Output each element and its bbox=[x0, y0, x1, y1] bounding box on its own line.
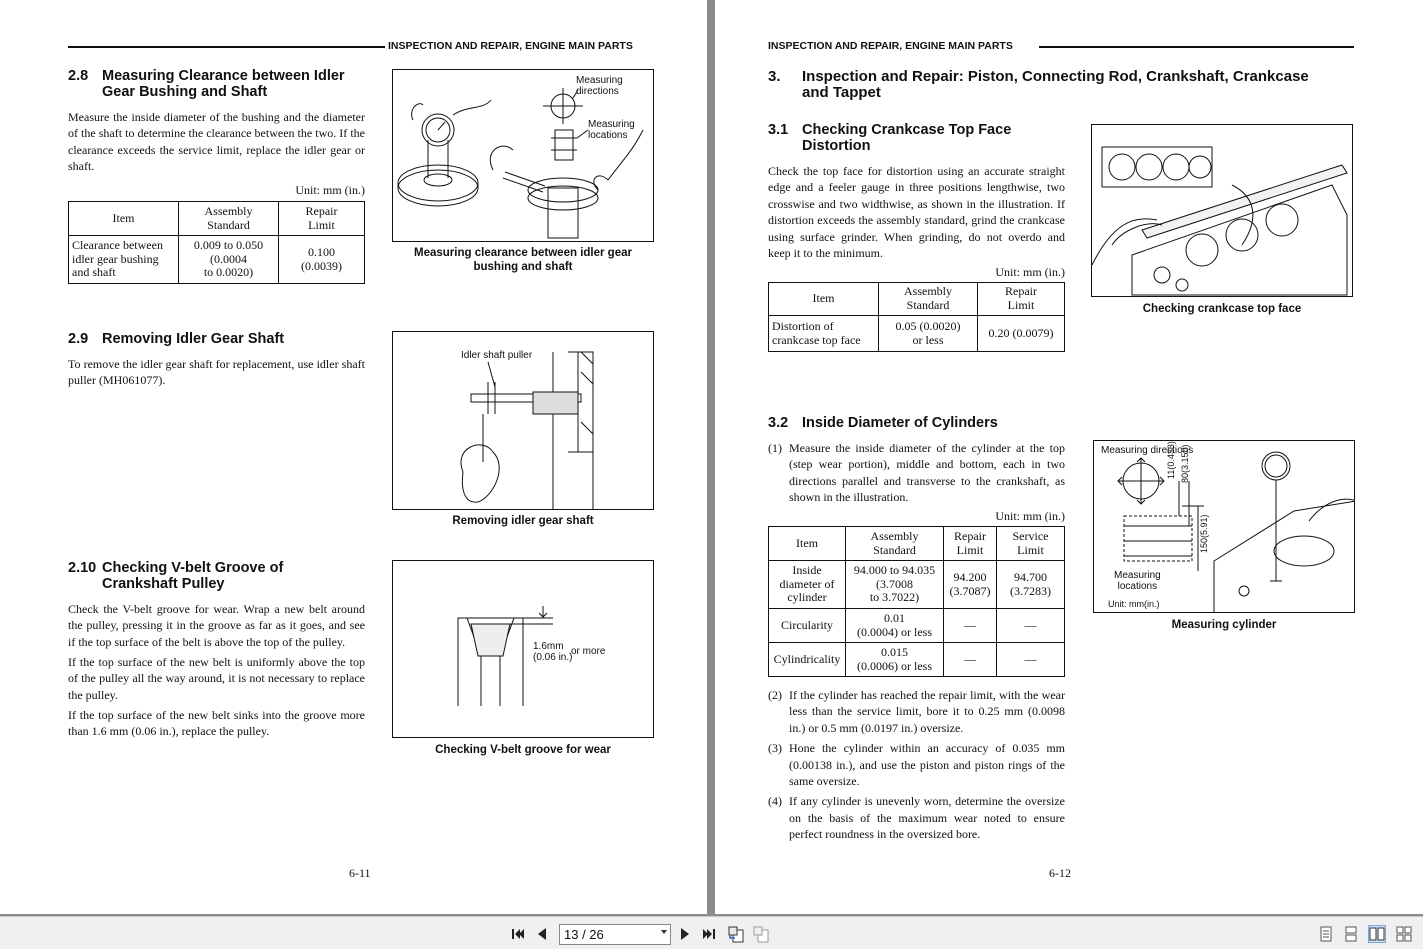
groove-depth-label: 1.6mm (0.06 in.) bbox=[533, 641, 573, 663]
header-repair-limit: Repair Limit bbox=[978, 283, 1065, 316]
header-assembly-standard: Assembly Standard bbox=[846, 527, 944, 561]
page-6-11 bbox=[0, 0, 707, 914]
header-repair-limit: Repair Limit bbox=[944, 527, 997, 561]
cell-service: — bbox=[997, 643, 1065, 677]
header-repair-limit: Repair Limit bbox=[279, 202, 365, 236]
cell-service: 94.700 (3.7283) bbox=[997, 561, 1065, 609]
section-3-1-paragraph: Check the top face for distortion using an accurate straight edge and a feeler gauge in three positions lengthwise, two crosswise and two widthwise, as shown in the illustration. If distortion exceeds the assembly standard, grind the crankcase using surface grinder. When grinding, do not overdo and keep it to the minimum. bbox=[768, 164, 1065, 261]
clearance-table bbox=[68, 201, 365, 284]
unit-label: Unit: mm (in.) bbox=[995, 509, 1065, 523]
measuring-locations-label: Measuring locations bbox=[588, 119, 635, 141]
caption-crankcase: Checking crankcase top face bbox=[1142, 303, 1302, 315]
section-2-10-paragraph-3: If the top surface of the new belt sinks into the groove more than 1.6 mm (0.06 in.), replace the pulley. bbox=[68, 708, 365, 739]
dimension-label: 80(3.150) bbox=[1180, 444, 1190, 483]
header-item: Item bbox=[769, 527, 846, 561]
cell-item: Cylindricality bbox=[769, 643, 846, 677]
section-2-10-title: 2.10 Checking V-belt Groove of Crankshaft Pulley bbox=[68, 560, 284, 592]
cell-repair: 94.200 (3.7087) bbox=[944, 561, 997, 609]
continuous-page-icon bbox=[1344, 926, 1358, 942]
single-page-view-button[interactable] bbox=[1317, 925, 1335, 943]
section-3-2-item-1: (1) Measure the inside diameter of the cylinder at the top (step wear portion), middle and bottom, each in two directions parallel and transverse to the crankshaft, as shown in the illustration. bbox=[768, 441, 1065, 505]
cell-standard: 0.01 (0.0004) or less bbox=[846, 609, 944, 643]
facing-view-button[interactable] bbox=[1368, 925, 1386, 943]
chevron-down-icon[interactable] bbox=[661, 930, 667, 934]
vbelt-groove-illustration bbox=[393, 561, 654, 738]
crankcase-illustration bbox=[1092, 125, 1353, 297]
unit-label: Unit: mm (in.) bbox=[995, 265, 1065, 279]
cell-item: Clearance between idler gear bushing and shaft bbox=[69, 236, 179, 284]
caption-vbelt: Checking V-belt groove for wear bbox=[435, 744, 611, 756]
viewer-toolbar bbox=[0, 916, 1423, 949]
list-item: (2) If the cylinder has reached the repair limit, with the wear less than the service limit, bore it to 0.25 mm (0.0098 in.) or 0.5 mm (0.0197 in.) oversize. bbox=[768, 688, 1065, 735]
list-item: (4) If any cylinder is unevenly worn, determine the oversize on the basis of the maximum wear noted to ensure perfect roundness in the oversized bore. bbox=[768, 794, 1065, 842]
cell-standard: 94.000 to 94.035 (3.7008 to 3.7022) bbox=[846, 561, 944, 609]
header-item: Item bbox=[769, 283, 879, 316]
previous-page-icon bbox=[535, 927, 549, 941]
cylinder-table bbox=[768, 526, 1065, 677]
unit-label: Unit: mm (in.) bbox=[295, 183, 365, 197]
chapter-3-title: 3. Inspection and Repair: Piston, Connecting Rod, Crankshaft, Crankcase and Tappet bbox=[768, 68, 1309, 101]
figure-crankcase-top-face bbox=[1091, 124, 1353, 297]
next-page-button[interactable] bbox=[676, 925, 694, 943]
last-page-button[interactable] bbox=[700, 925, 718, 943]
section-3-1-title: 3.1 Checking Crankcase Top Face Distortion bbox=[768, 122, 1012, 154]
figure-idler-gear-measure bbox=[392, 69, 654, 242]
page-rotate-icon bbox=[727, 925, 745, 943]
fit-page-button[interactable] bbox=[752, 925, 770, 943]
last-page-icon bbox=[702, 927, 716, 941]
cell-limit: 0.100 (0.0039) bbox=[279, 236, 365, 284]
continuous-facing-icon bbox=[1396, 926, 1412, 942]
cell-item: Circularity bbox=[769, 609, 846, 643]
cell-item: Distortion of crankcase top face bbox=[769, 316, 879, 352]
cell-limit: 0.20 (0.0079) bbox=[978, 316, 1065, 352]
continuous-facing-view-button[interactable] bbox=[1395, 925, 1413, 943]
caption-idler-gear: Measuring clearance between idler gear bushing and shaft bbox=[414, 247, 632, 273]
section-2-10-paragraph-1: Check the V-belt groove for wear. Wrap a new belt around the pulley, pressing it in the groove as far as it goes, and see if the top surface of the belt is above the top of the pulley. bbox=[68, 602, 365, 649]
section-2-9-title: 2.9 Removing Idler Gear Shaft bbox=[68, 331, 285, 347]
cell-repair: — bbox=[944, 643, 997, 677]
unit-note: Unit: mm(in.) bbox=[1108, 599, 1160, 609]
figure-measuring-cylinder bbox=[1093, 440, 1355, 613]
list-item: (3) Hone the cylinder within an accuracy of 0.035 mm (0.00138 in.), and use the piston and piston rings of the same oversize. bbox=[768, 741, 1065, 789]
cell-item: Inside diameter of cylinder bbox=[769, 561, 846, 609]
cell-service: — bbox=[997, 609, 1065, 643]
section-2-9-paragraph: To remove the idler gear shaft for replacement, use idler shaft puller (MH061077). bbox=[68, 357, 365, 388]
page-number: 6-11 bbox=[349, 866, 371, 880]
cell-standard: 0.015 (0.0006) or less bbox=[846, 643, 944, 677]
facing-pages-icon bbox=[1369, 926, 1385, 942]
running-header: INSPECTION AND REPAIR, ENGINE MAIN PARTS bbox=[388, 40, 633, 52]
distortion-table bbox=[768, 282, 1065, 352]
header-assembly-standard: Assembly Standard bbox=[879, 283, 978, 316]
first-page-button[interactable] bbox=[509, 925, 527, 943]
section-2-8-title: 2.8 Measuring Clearance between Idler Gear Bushing and Shaft bbox=[68, 68, 345, 100]
or-more-label: or more bbox=[571, 646, 606, 657]
section-3-2-title: 3.2 Inside Diameter of Cylinders bbox=[768, 415, 998, 431]
measuring-locations-label: Measuring locations bbox=[1114, 570, 1161, 592]
measuring-directions-label: Measuring directions bbox=[1101, 445, 1194, 456]
header-item: Item bbox=[69, 202, 179, 236]
previous-page-button[interactable] bbox=[533, 925, 551, 943]
next-page-icon bbox=[678, 927, 692, 941]
caption-measuring-cylinder: Measuring cylinder bbox=[1171, 619, 1277, 631]
cell-repair: — bbox=[944, 609, 997, 643]
page-number: 6-12 bbox=[1049, 866, 1071, 880]
continuous-view-button[interactable] bbox=[1342, 925, 1360, 943]
idler-shaft-puller-label: Idler shaft puller bbox=[461, 350, 533, 361]
section-2-10-paragraph-2: If the top surface of the new belt is uniformly above the top of the pulley all the way around, it is not necessary to replace the pulley. bbox=[68, 655, 365, 702]
header-rule bbox=[68, 46, 385, 48]
first-page-icon bbox=[511, 927, 525, 941]
header-assembly-standard: Assembly Standard bbox=[179, 202, 279, 236]
header-service-limit: Service Limit bbox=[997, 527, 1065, 561]
page-number-field[interactable]: 13 / 26 bbox=[559, 924, 671, 945]
single-page-icon bbox=[1319, 926, 1333, 942]
cell-standard: 0.05 (0.0020) or less bbox=[879, 316, 978, 352]
dimension-label: 11(0.433) bbox=[1166, 441, 1176, 479]
section-3-2-items bbox=[768, 687, 1065, 847]
header-rule bbox=[1039, 46, 1354, 48]
rotate-view-button[interactable] bbox=[727, 925, 745, 943]
figure-vbelt-groove bbox=[392, 560, 654, 738]
dimension-label: 150(5.91) bbox=[1199, 514, 1209, 553]
figure-idler-shaft-puller bbox=[392, 331, 654, 510]
running-header: INSPECTION AND REPAIR, ENGINE MAIN PARTS bbox=[768, 40, 1013, 52]
measuring-directions-label: Measuring directions bbox=[576, 75, 623, 97]
cell-standard: 0.009 to 0.050 (0.0004 to 0.0020) bbox=[179, 236, 279, 284]
section-2-8-paragraph: Measure the inside diameter of the bushing and the diameter of the shaft to determine the clearance between the two. If the clearance exceeds the service limit, replace the idler gear or shaft. bbox=[68, 110, 365, 174]
fit-page-icon bbox=[752, 925, 770, 943]
page-6-12 bbox=[715, 0, 1423, 914]
caption-shaft-puller: Removing idler gear shaft bbox=[452, 515, 594, 527]
